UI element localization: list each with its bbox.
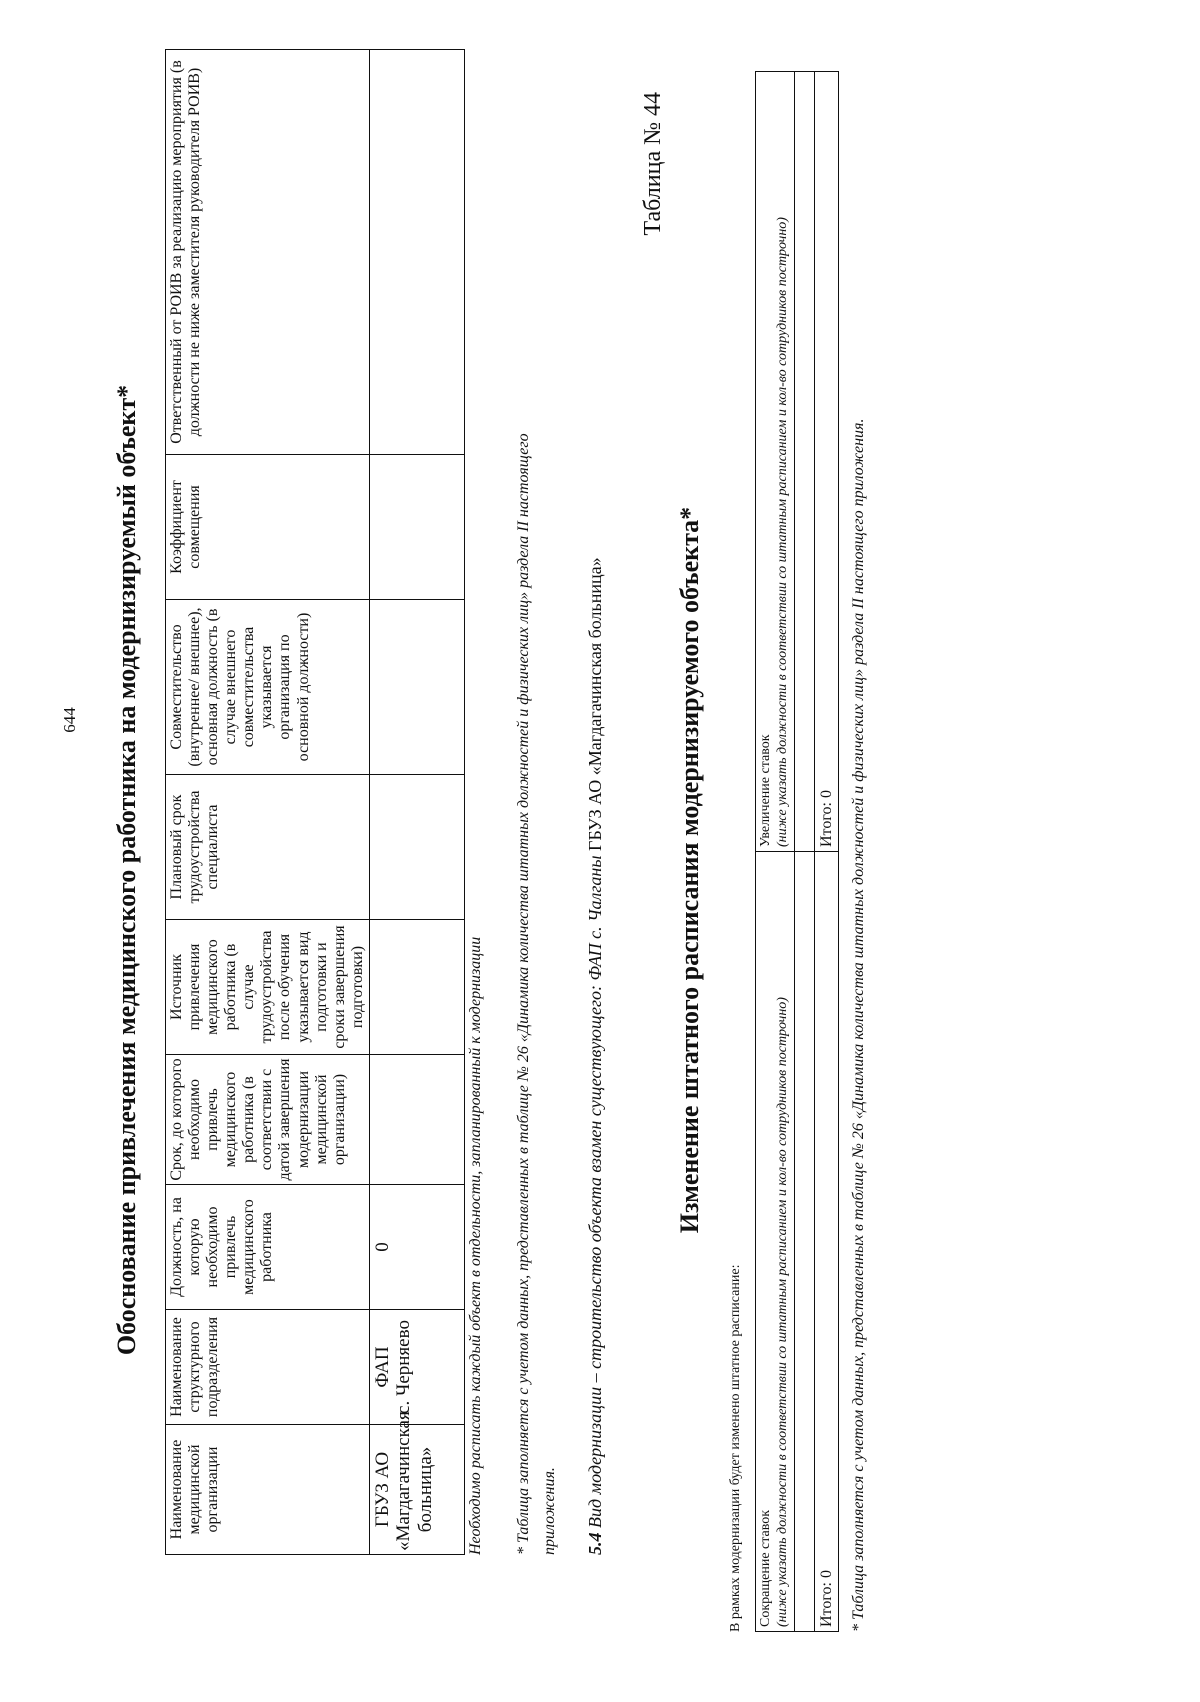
section-title: Изменение штатного расписания модернизируемого объекта* (675, 506, 704, 1234)
modernization-line (585, 557, 606, 1555)
page-number: 644 (60, 707, 79, 733)
modernization-org: ГБУЗ АО «Магдагачинская больница» (585, 557, 605, 851)
table-row (369, 50, 464, 1555)
increase-note: (ниже указать должности в соответствии со штатным расписанием и кол-во сотрудников построчно) (774, 217, 790, 847)
staffing-change-table (755, 71, 839, 1632)
increase-total: Итого: 0 (814, 72, 838, 852)
footnote-table1: * Таблица заполняется с учетом данных, представленных в таблице № 26 «Динамика количества штатных должностей и физических лиц» раздела II настоящего приложения. (515, 433, 558, 1555)
staffing-justification-table (165, 49, 465, 1555)
cell-deadline (369, 1055, 464, 1185)
header-coefficient: Коэффициент совмещения (166, 455, 370, 600)
cell-source (369, 920, 464, 1055)
table-number: Таблица № 44 (640, 92, 666, 236)
reduction-total: Итого: 0 (814, 852, 838, 1632)
table-row (794, 72, 814, 1632)
cell-coefficient (369, 455, 464, 600)
note-each-object: Необходимо расписать каждый объект в отдельности, запланированный к модернизации (467, 936, 484, 1555)
empty-cell (794, 852, 814, 1632)
cell-planned (369, 775, 464, 920)
table-header-row (166, 50, 370, 1555)
unit-type: ФАП (371, 1346, 393, 1388)
footnote-table2: * Таблица заполняется с учетом данных, представленных в таблице № 26 «Динамика количества штатных должностей и физических лиц» раздела II настоящего приложения. (850, 418, 867, 1632)
cell-unit (369, 1310, 464, 1425)
empty-cell (794, 72, 814, 852)
header-reduction (756, 852, 795, 1632)
header-org: Наименование медицинской организации (166, 1425, 370, 1555)
page-title: Обоснование привлечения медицинского работника на модернизируемый объект* (112, 384, 141, 1356)
header-increase (756, 72, 795, 852)
header-combination: Совместительство (внутреннее/ внешнее), основная должность (в случае внешнего совместительства указывается организация по основной должности) (166, 600, 370, 775)
reduction-title: Сокращение ставок (758, 1509, 773, 1627)
header-planned: Плановый срок трудоустройства специалиста (166, 775, 370, 920)
rotated-page (60, 60, 1140, 1650)
cell-responsible (369, 50, 464, 455)
intro-text: В рамках модернизации будет изменено штатное расписание: (728, 1264, 743, 1632)
cell-combination (369, 600, 464, 775)
unit-village: с. Черняево (393, 1320, 415, 1414)
header-source: Источник привлечения медицинского работника (в случае трудоустройства после обучения указывается вид подготовки и сроки завершения подготовки) (166, 920, 370, 1055)
cell-org: ГБУЗ АО «Магдагачинская больница» (369, 1425, 464, 1555)
modernization-fap: ФАП с. Чалганы (585, 855, 605, 981)
modernization-label: Вид модернизации – строительство объекта взамен существующего: (585, 984, 605, 1528)
table-header-row (756, 72, 795, 1632)
increase-title: Увеличение ставок (758, 734, 773, 847)
header-position: Должность, на которую необходимо привлечь медицинского работника (166, 1185, 370, 1310)
header-unit: Наименование структурного подразделения (166, 1310, 370, 1425)
header-deadline: Срок, до которого необходимо привлечь медицинского работника (в соответствии с датой завершения модернизации медицинской организации) (166, 1055, 370, 1185)
section-number: 5.4 (585, 1532, 605, 1555)
header-responsible: Ответственный от РОИВ за реализацию мероприятия (в должности не ниже заместителя руководителя РОИВ) (166, 50, 370, 455)
total-row (814, 72, 838, 1632)
reduction-note: (ниже указать должности в соответствии со штатным расписанием и кол-во сотрудников построчно) (774, 997, 790, 1627)
cell-position: 0 (369, 1185, 464, 1310)
